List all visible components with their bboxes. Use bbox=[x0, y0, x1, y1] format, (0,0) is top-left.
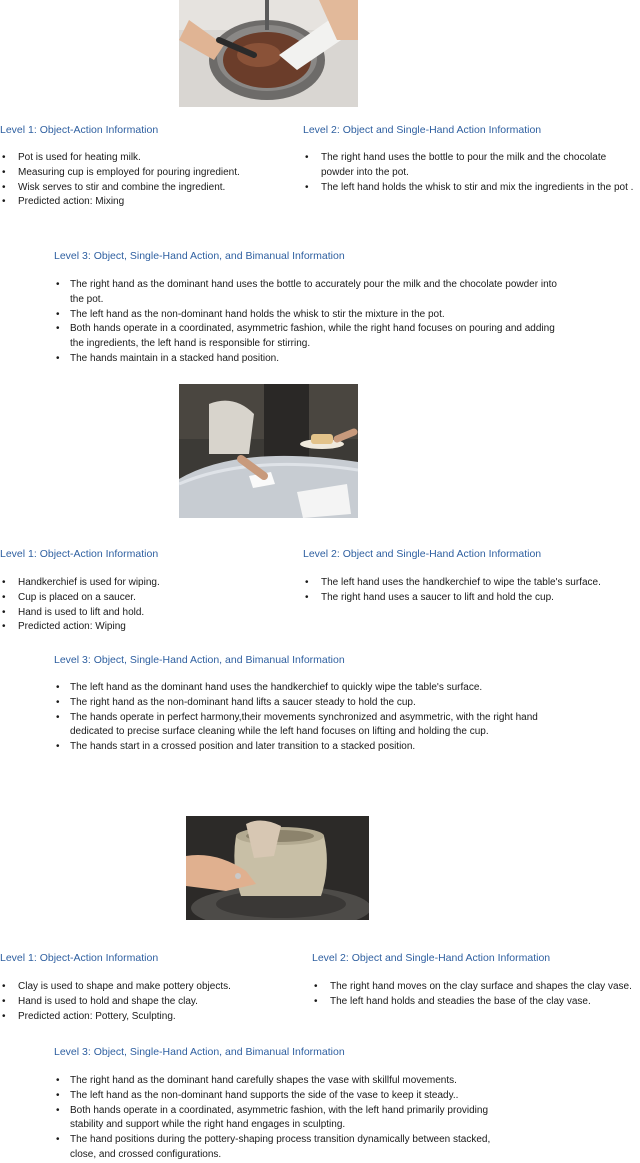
list-item: • Pot is used for heating milk. bbox=[0, 151, 280, 166]
list-item: • The hands operate in perfect harmony,their movements synchronized and asymmetric, with the right hand dedicated to precise surface cleaning while the left hand focuses on lifting and holding the cup. bbox=[54, 711, 562, 741]
list-item: • The right hand uses the bottle to pour the milk and the chocolate powder into the pot. bbox=[303, 151, 640, 181]
mixing-illustration bbox=[179, 0, 358, 107]
list-item: • The right hand as the dominant hand carefully shapes the vase with skillful movements. bbox=[54, 1074, 514, 1089]
list-item: • Predicted action: Mixing bbox=[0, 195, 280, 210]
list-item: • The right hand moves on the clay surface and shapes the clay vase. bbox=[312, 980, 640, 995]
list-item: • Predicted action: Pottery, Sculpting. bbox=[0, 1010, 290, 1025]
list-item: • Hand is used to lift and hold. bbox=[0, 606, 280, 621]
list-item: • Wisk serves to stir and combine the ingredient. bbox=[0, 181, 280, 196]
section2-level3-heading: Level 3: Object, Single-Hand Action, and Bimanual Information bbox=[54, 654, 345, 666]
section1-level1-heading: Level 1: Object-Action Information bbox=[0, 124, 159, 136]
list-item: • The hands maintain in a stacked hand position. bbox=[54, 352, 562, 367]
photo-wiping bbox=[179, 384, 358, 518]
list-item: • The right hand uses a saucer to lift and hold the cup. bbox=[303, 591, 640, 606]
section3-level3-list bbox=[54, 1074, 514, 1163]
section1-level2-heading: Level 2: Object and Single-Hand Action Information bbox=[303, 124, 542, 136]
section2-level2-heading: Level 2: Object and Single-Hand Action Information bbox=[303, 548, 542, 560]
section1-level3-heading: Level 3: Object, Single-Hand Action, and Bimanual Information bbox=[54, 250, 345, 262]
list-item: • Handkerchief is used for wiping. bbox=[0, 576, 280, 591]
section2-level3-list bbox=[54, 681, 562, 755]
list-item: • The left hand as the non-dominant hand supports the side of the vase to keep it steady.. bbox=[54, 1089, 514, 1104]
section2-level2-list bbox=[303, 576, 640, 606]
section3-level1-list bbox=[0, 980, 290, 1024]
section3-level2-list bbox=[312, 980, 640, 1010]
section3-level2-heading: Level 2: Object and Single-Hand Action Information bbox=[312, 952, 551, 964]
list-item: • The left hand as the dominant hand uses the handkerchief to quickly wipe the table's surface. bbox=[54, 681, 562, 696]
list-item: • The left hand holds and steadies the base of the clay vase. bbox=[312, 995, 640, 1010]
section2-level1-list bbox=[0, 576, 280, 635]
list-item: • Hand is used to hold and shape the clay. bbox=[0, 995, 290, 1010]
list-item: • The right hand as the dominant hand uses the bottle to accurately pour the milk and the chocolate powder into the pot. bbox=[54, 278, 562, 308]
list-item: • The right hand as the non-dominant hand lifts a saucer steady to hold the cup. bbox=[54, 696, 562, 711]
section1-level1-list bbox=[0, 151, 280, 210]
section1-level3-list bbox=[54, 278, 562, 367]
list-item: • Clay is used to shape and make pottery objects. bbox=[0, 980, 290, 995]
section3-level1-heading: Level 1: Object-Action Information bbox=[0, 952, 159, 964]
list-item: • The hands start in a crossed position and later transition to a stacked position. bbox=[54, 740, 562, 755]
section2-level1-heading: Level 1: Object-Action Information bbox=[0, 548, 159, 560]
list-item: • The left hand uses the handkerchief to wipe the table's surface. bbox=[303, 576, 640, 591]
list-item: • The hand positions during the pottery-shaping process transition dynamically between stacked, close, and crossed configurations. bbox=[54, 1133, 514, 1163]
wiping-illustration bbox=[179, 384, 358, 518]
list-item: • The left hand as the non-dominant hand holds the whisk to stir the mixture in the pot. bbox=[54, 308, 562, 323]
list-item: • The left hand holds the whisk to stir and mix the ingredients in the pot . bbox=[303, 181, 640, 196]
pottery-illustration bbox=[186, 816, 369, 920]
list-item: • Cup is placed on a saucer. bbox=[0, 591, 280, 606]
list-item: • Both hands operate in a coordinated, asymmetric fashion, while the right hand focuses on pouring and adding the ingredients, the left hand is responsible for stirring. bbox=[54, 322, 562, 352]
section3-level3-heading: Level 3: Object, Single-Hand Action, and Bimanual Information bbox=[54, 1046, 345, 1058]
list-item: • Measuring cup is employed for pouring ingredient. bbox=[0, 166, 280, 181]
photo-pottery bbox=[186, 816, 369, 920]
list-item: • Predicted action: Wiping bbox=[0, 620, 280, 635]
list-item: • Both hands operate in a coordinated, asymmetric fashion, with the left hand primarily providing stability and support while the right hand engages in sculpting. bbox=[54, 1104, 514, 1134]
photo-mixing bbox=[179, 0, 358, 107]
section1-level2-list bbox=[303, 151, 640, 195]
